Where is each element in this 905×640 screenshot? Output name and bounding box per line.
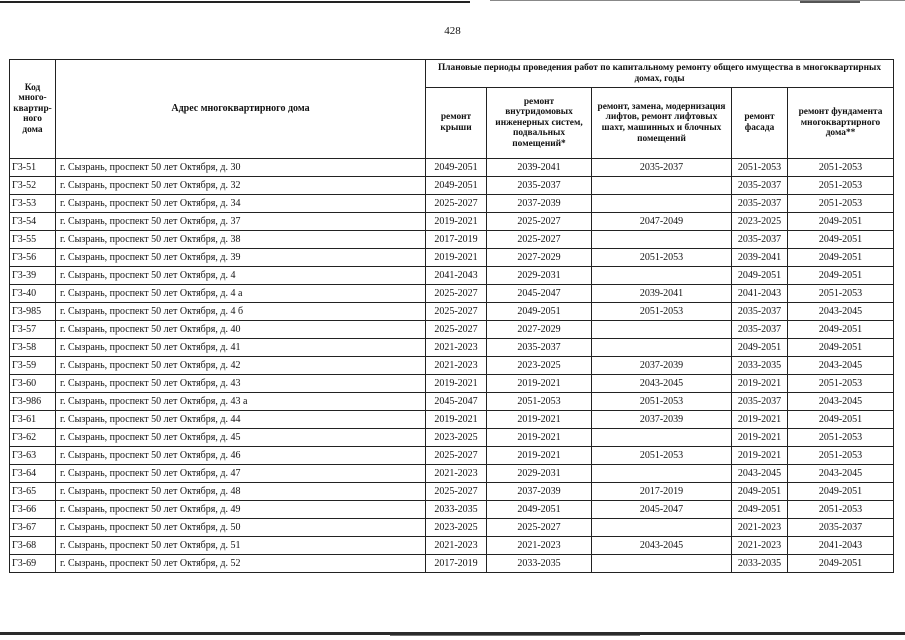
cell-lifts: 2051-2053 — [592, 447, 732, 465]
cell-code: Г3-65 — [10, 483, 56, 501]
cell-code: Г3-68 — [10, 537, 56, 555]
cell-systems: 2051-2053 — [487, 393, 592, 411]
cell-code: Г3-55 — [10, 231, 56, 249]
cell-facade: 2033-2035 — [732, 555, 788, 573]
cell-code: Г3-51 — [10, 159, 56, 177]
cell-systems: 2025-2027 — [487, 213, 592, 231]
table-row — [10, 555, 894, 573]
cell-address: г. Сызрань, проспект 50 лет Октября, д. 34 — [56, 195, 426, 213]
cell-systems: 2033-2035 — [487, 555, 592, 573]
cell-lifts: 2051-2053 — [592, 303, 732, 321]
cell-lifts: 2039-2041 — [592, 285, 732, 303]
header-periods: Плановые периоды проведения работ по капитальному ремонту общего имущества в многоквартирных домах, годы — [426, 60, 894, 88]
cell-systems: 2045-2047 — [487, 285, 592, 303]
cell-address: г. Сызрань, проспект 50 лет Октября, д. 39 — [56, 249, 426, 267]
table-row — [10, 483, 894, 501]
cell-code: Г3-985 — [10, 303, 56, 321]
cell-lifts: 2051-2053 — [592, 393, 732, 411]
table-row — [10, 159, 894, 177]
cell-facade: 2021-2023 — [732, 519, 788, 537]
cell-address: г. Сызрань, проспект 50 лет Октября, д. 42 — [56, 357, 426, 375]
table-row — [10, 393, 894, 411]
table-row — [10, 321, 894, 339]
table-row — [10, 213, 894, 231]
cell-address: г. Сызрань, проспект 50 лет Октября, д. 30 — [56, 159, 426, 177]
cell-facade: 2035-2037 — [732, 321, 788, 339]
cell-facade: 2035-2037 — [732, 303, 788, 321]
repair-schedule-table — [9, 59, 894, 573]
cell-systems: 2027-2029 — [487, 249, 592, 267]
cell-code: Г3-56 — [10, 249, 56, 267]
table-row — [10, 429, 894, 447]
cell-code: Г3-39 — [10, 267, 56, 285]
cell-lifts — [592, 177, 732, 195]
cell-address: г. Сызрань, проспект 50 лет Октября, д. 44 — [56, 411, 426, 429]
cell-systems: 2019-2021 — [487, 447, 592, 465]
cell-address: г. Сызрань, проспект 50 лет Октября, д. 50 — [56, 519, 426, 537]
cell-foundation: 2043-2045 — [788, 303, 894, 321]
table-row — [10, 519, 894, 537]
cell-systems: 2029-2031 — [487, 267, 592, 285]
cell-address: г. Сызрань, проспект 50 лет Октября, д. 45 — [56, 429, 426, 447]
cell-foundation: 2051-2053 — [788, 159, 894, 177]
table-row — [10, 285, 894, 303]
cell-code: Г3-52 — [10, 177, 56, 195]
cell-systems: 2025-2027 — [487, 519, 592, 537]
cell-address: г. Сызрань, проспект 50 лет Октября, д. 37 — [56, 213, 426, 231]
cell-foundation: 2049-2051 — [788, 321, 894, 339]
cell-foundation: 2049-2051 — [788, 213, 894, 231]
cell-systems: 2019-2021 — [487, 411, 592, 429]
cell-code: Г3-58 — [10, 339, 56, 357]
cell-lifts: 2035-2037 — [592, 159, 732, 177]
cell-foundation: 2051-2053 — [788, 177, 894, 195]
cell-code: Г3-59 — [10, 357, 56, 375]
cell-address: г. Сызрань, проспект 50 лет Октября, д. 4 а — [56, 285, 426, 303]
cell-roof: 2025-2027 — [426, 195, 487, 213]
table-row — [10, 177, 894, 195]
cell-lifts — [592, 321, 732, 339]
cell-foundation: 2035-2037 — [788, 519, 894, 537]
cell-roof: 2017-2019 — [426, 555, 487, 573]
table-row — [10, 447, 894, 465]
cell-roof: 2049-2051 — [426, 159, 487, 177]
cell-lifts: 2045-2047 — [592, 501, 732, 519]
cell-systems: 2037-2039 — [487, 483, 592, 501]
header-foundation: ремонт фундамента многоквартирного дома** — [788, 88, 894, 159]
cell-address: г. Сызрань, проспект 50 лет Октября, д. 4 — [56, 267, 426, 285]
cell-code: Г3-986 — [10, 393, 56, 411]
cell-foundation: 2049-2051 — [788, 555, 894, 573]
cell-facade: 2023-2025 — [732, 213, 788, 231]
cell-foundation: 2051-2053 — [788, 285, 894, 303]
cell-roof: 2021-2023 — [426, 465, 487, 483]
cell-roof: 2023-2025 — [426, 429, 487, 447]
table-row — [10, 411, 894, 429]
cell-facade: 2019-2021 — [732, 411, 788, 429]
cell-facade: 2019-2021 — [732, 429, 788, 447]
cell-code: Г3-53 — [10, 195, 56, 213]
cell-address: г. Сызрань, проспект 50 лет Октября, д. 43 — [56, 375, 426, 393]
cell-systems: 2039-2041 — [487, 159, 592, 177]
cell-code: Г3-57 — [10, 321, 56, 339]
table-row — [10, 267, 894, 285]
cell-foundation: 2043-2045 — [788, 357, 894, 375]
cell-address: г. Сызрань, проспект 50 лет Октября, д. 32 — [56, 177, 426, 195]
cell-lifts — [592, 195, 732, 213]
header-code: Код много-квартир-ного дома — [10, 60, 56, 159]
cell-facade: 2051-2053 — [732, 159, 788, 177]
cell-facade: 2041-2043 — [732, 285, 788, 303]
table-row — [10, 501, 894, 519]
cell-code: Г3-69 — [10, 555, 56, 573]
cell-facade: 2049-2051 — [732, 483, 788, 501]
cell-facade: 2035-2037 — [732, 231, 788, 249]
cell-facade: 2049-2051 — [732, 339, 788, 357]
cell-roof: 2017-2019 — [426, 231, 487, 249]
cell-foundation: 2051-2053 — [788, 429, 894, 447]
cell-code: Г3-54 — [10, 213, 56, 231]
cell-facade: 2021-2023 — [732, 537, 788, 555]
table-body — [10, 159, 894, 573]
cell-systems: 2025-2027 — [487, 231, 592, 249]
table-row — [10, 465, 894, 483]
cell-systems: 2049-2051 — [487, 501, 592, 519]
cell-roof: 2025-2027 — [426, 285, 487, 303]
cell-lifts — [592, 519, 732, 537]
table-row — [10, 195, 894, 213]
cell-roof: 2019-2021 — [426, 411, 487, 429]
cell-address: г. Сызрань, проспект 50 лет Октября, д. 48 — [56, 483, 426, 501]
cell-roof: 2025-2027 — [426, 447, 487, 465]
cell-facade: 2035-2037 — [732, 195, 788, 213]
cell-foundation: 2049-2051 — [788, 411, 894, 429]
cell-roof: 2033-2035 — [426, 501, 487, 519]
cell-systems: 2049-2051 — [487, 303, 592, 321]
cell-roof: 2025-2027 — [426, 321, 487, 339]
cell-systems: 2029-2031 — [487, 465, 592, 483]
table-row — [10, 339, 894, 357]
cell-systems: 2037-2039 — [487, 195, 592, 213]
cell-foundation: 2043-2045 — [788, 393, 894, 411]
cell-lifts — [592, 465, 732, 483]
cell-facade: 2039-2041 — [732, 249, 788, 267]
table-row — [10, 375, 894, 393]
cell-roof: 2021-2023 — [426, 339, 487, 357]
cell-address: г. Сызрань, проспект 50 лет Октября, д. 43 а — [56, 393, 426, 411]
table-row — [10, 537, 894, 555]
cell-roof: 2021-2023 — [426, 357, 487, 375]
cell-systems: 2023-2025 — [487, 357, 592, 375]
cell-roof: 2025-2027 — [426, 483, 487, 501]
cell-roof: 2019-2021 — [426, 249, 487, 267]
cell-facade: 2019-2021 — [732, 447, 788, 465]
cell-lifts: 2043-2045 — [592, 375, 732, 393]
cell-foundation: 2041-2043 — [788, 537, 894, 555]
cell-facade: 2035-2037 — [732, 177, 788, 195]
cell-code: Г3-66 — [10, 501, 56, 519]
cell-systems: 2021-2023 — [487, 537, 592, 555]
cell-facade: 2019-2021 — [732, 375, 788, 393]
cell-lifts — [592, 429, 732, 447]
cell-foundation: 2049-2051 — [788, 339, 894, 357]
cell-lifts: 2051-2053 — [592, 249, 732, 267]
cell-foundation: 2043-2045 — [788, 465, 894, 483]
cell-lifts — [592, 267, 732, 285]
cell-facade: 2033-2035 — [732, 357, 788, 375]
cell-address: г. Сызрань, проспект 50 лет Октября, д. 52 — [56, 555, 426, 573]
cell-address: г. Сызрань, проспект 50 лет Октября, д. 46 — [56, 447, 426, 465]
cell-code: Г3-64 — [10, 465, 56, 483]
cell-foundation: 2049-2051 — [788, 267, 894, 285]
cell-lifts: 2037-2039 — [592, 411, 732, 429]
cell-roof: 2023-2025 — [426, 519, 487, 537]
cell-systems: 2019-2021 — [487, 429, 592, 447]
cell-address: г. Сызрань, проспект 50 лет Октября, д. 47 — [56, 465, 426, 483]
cell-roof: 2025-2027 — [426, 303, 487, 321]
cell-lifts: 2043-2045 — [592, 537, 732, 555]
page-number: 428 — [444, 25, 461, 37]
cell-code: Г3-62 — [10, 429, 56, 447]
cell-roof: 2019-2021 — [426, 213, 487, 231]
cell-foundation: 2051-2053 — [788, 195, 894, 213]
cell-systems: 2035-2037 — [487, 339, 592, 357]
cell-address: г. Сызрань, проспект 50 лет Октября, д. 4 б — [56, 303, 426, 321]
cell-lifts — [592, 339, 732, 357]
cell-facade: 2035-2037 — [732, 393, 788, 411]
cell-roof: 2019-2021 — [426, 375, 487, 393]
cell-address: г. Сызрань, проспект 50 лет Октября, д. 51 — [56, 537, 426, 555]
cell-roof: 2021-2023 — [426, 537, 487, 555]
table-header — [10, 60, 894, 159]
cell-systems: 2035-2037 — [487, 177, 592, 195]
cell-facade: 2049-2051 — [732, 267, 788, 285]
header-systems: ремонт внутридомовых инженерных систем, подвальных помещений* — [487, 88, 592, 159]
cell-address: г. Сызрань, проспект 50 лет Октября, д. 41 — [56, 339, 426, 357]
cell-lifts — [592, 555, 732, 573]
cell-foundation: 2051-2053 — [788, 375, 894, 393]
table-row — [10, 231, 894, 249]
header-roof: ремонт крыши — [426, 88, 487, 159]
table-row — [10, 249, 894, 267]
cell-lifts: 2047-2049 — [592, 213, 732, 231]
cell-roof: 2045-2047 — [426, 393, 487, 411]
cell-roof: 2041-2043 — [426, 267, 487, 285]
cell-code: Г3-63 — [10, 447, 56, 465]
cell-address: г. Сызрань, проспект 50 лет Октября, д. 40 — [56, 321, 426, 339]
cell-address: г. Сызрань, проспект 50 лет Октября, д. 38 — [56, 231, 426, 249]
cell-lifts: 2017-2019 — [592, 483, 732, 501]
cell-roof: 2049-2051 — [426, 177, 487, 195]
cell-foundation: 2049-2051 — [788, 249, 894, 267]
cell-facade: 2049-2051 — [732, 501, 788, 519]
cell-systems: 2019-2021 — [487, 375, 592, 393]
cell-foundation: 2049-2051 — [788, 483, 894, 501]
scan-bottom-edge — [0, 632, 905, 638]
cell-foundation: 2049-2051 — [788, 231, 894, 249]
cell-systems: 2027-2029 — [487, 321, 592, 339]
table-row — [10, 303, 894, 321]
cell-foundation: 2051-2053 — [788, 447, 894, 465]
cell-code: Г3-67 — [10, 519, 56, 537]
cell-facade: 2043-2045 — [732, 465, 788, 483]
cell-foundation: 2051-2053 — [788, 501, 894, 519]
cell-code: Г3-60 — [10, 375, 56, 393]
header-facade: ремонт фасада — [732, 88, 788, 159]
header-address: Адрес многоквартирного дома — [56, 60, 426, 159]
cell-code: Г3-61 — [10, 411, 56, 429]
cell-lifts — [592, 231, 732, 249]
table-row — [10, 357, 894, 375]
scan-top-edge — [0, 0, 905, 4]
cell-code: Г3-40 — [10, 285, 56, 303]
header-lifts: ремонт, замена, модернизация лифтов, ремонт лифтовых шахт, машинных и блочных помещений — [592, 88, 732, 159]
cell-address: г. Сызрань, проспект 50 лет Октября, д. 49 — [56, 501, 426, 519]
cell-lifts: 2037-2039 — [592, 357, 732, 375]
